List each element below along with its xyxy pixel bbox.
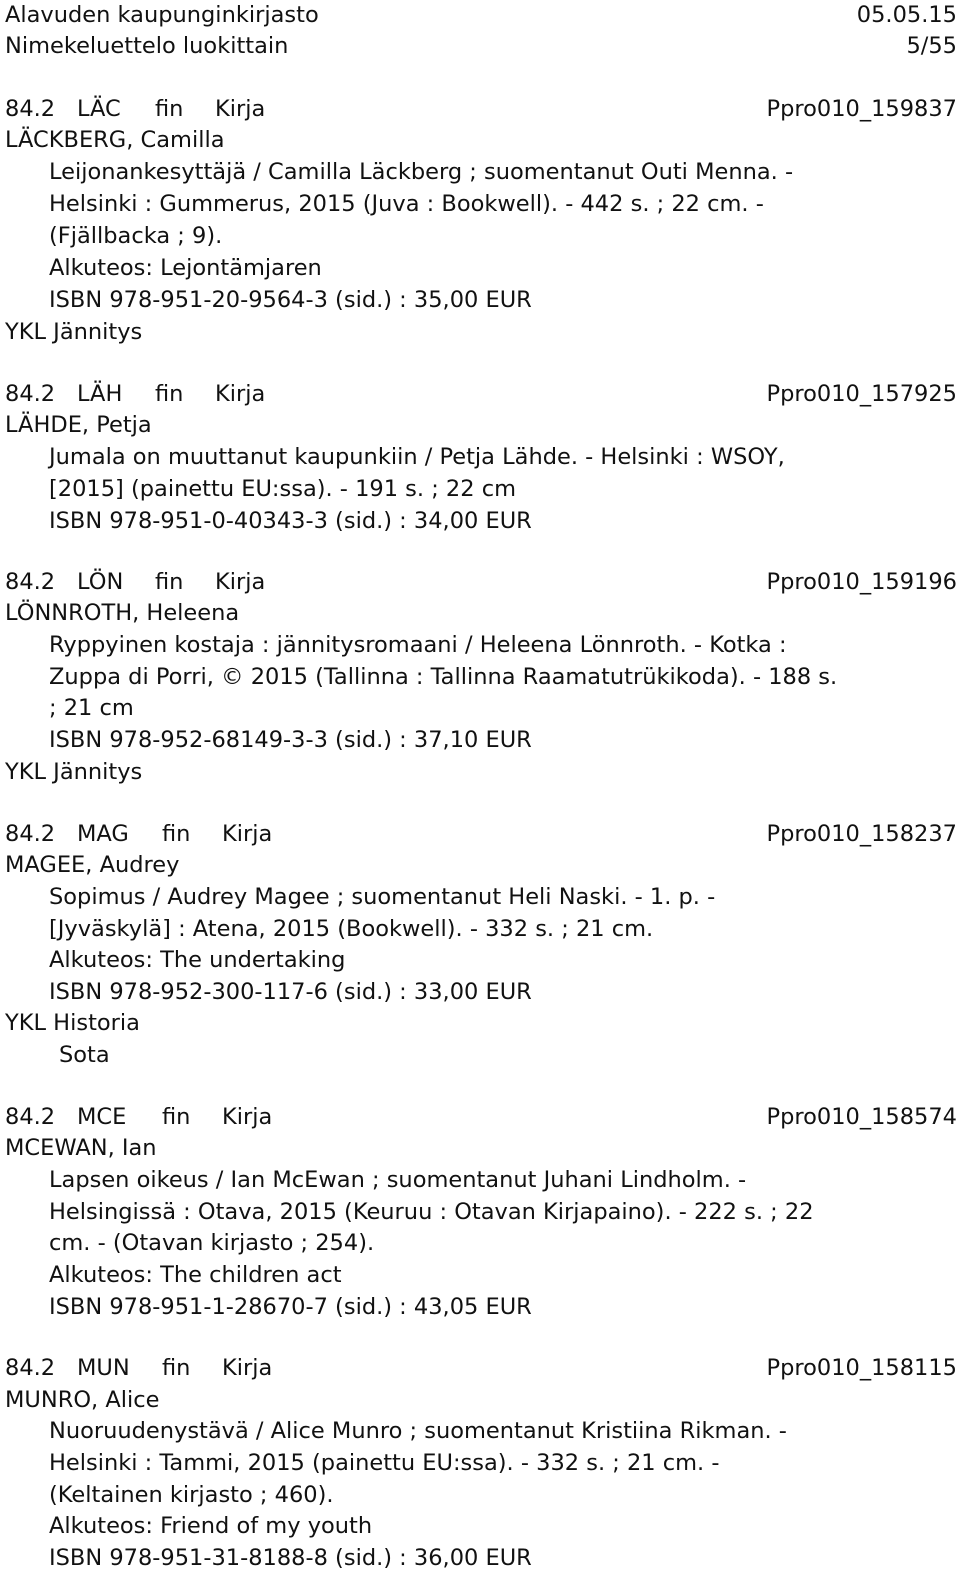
entry-class: 84.2: [5, 96, 56, 122]
entry-isbn-line: ISBN 978-952-300-117-6 (sid.) : 33,00 EUR: [49, 979, 532, 1005]
entry-description-line: ; 21 cm: [49, 695, 134, 721]
entry-language: fin: [155, 96, 184, 122]
entry-description-line: Alkuteos: The undertaking: [49, 947, 346, 973]
entry-description-line: Sopimus / Audrey Magee ; suomentanut Heli Naski. - 1. p. -: [49, 884, 716, 910]
entry-language: fin: [162, 1355, 191, 1381]
entry-description-line: Alkuteos: Friend of my youth: [49, 1513, 373, 1539]
entry-description-line: Helsinki : Tammi, 2015 (painettu EU:ssa). - 332 s. ; 21 cm. -: [49, 1450, 720, 1476]
entry-description-line: Jumala on muuttanut kaupunkiin / Petja Lähde. - Helsinki : WSOY,: [49, 444, 785, 470]
entry-material-type: Kirja: [222, 1355, 273, 1381]
entry-language: fin: [162, 821, 191, 847]
entry-class: 84.2: [5, 381, 56, 407]
entry-isbn-line: ISBN 978-951-0-40343-3 (sid.) : 34,00 EUR: [49, 508, 532, 534]
entry-material-type: Kirja: [222, 821, 273, 847]
page-number: 5/55: [906, 33, 957, 59]
entry-description-line: Helsinki : Gummerus, 2015 (Juva : Bookwell). - 442 s. ; 22 cm. -: [49, 191, 764, 217]
entry-code: LÄC: [77, 96, 121, 122]
entry-description-line: Leijonankesyttäjä / Camilla Läckberg ; suomentanut Outi Menna. -: [49, 159, 794, 185]
entry-description-line: [2015] (painettu EU:ssa). - 191 s. ; 22 cm: [49, 476, 517, 502]
entry-isbn-line: ISBN 978-951-20-9564-3 (sid.) : 35,00 EUR: [49, 287, 532, 313]
entry-class: 84.2: [5, 569, 56, 595]
entry-id: Ppro010_157925: [766, 381, 957, 407]
entry-description-line: Nuoruudenystävä / Alice Munro ; suomentanut Kristiina Rikman. -: [49, 1418, 787, 1444]
entry-author: MUNRO, Alice: [5, 1387, 160, 1413]
entry-id: Ppro010_158115: [766, 1355, 957, 1381]
entry-code: LÄH: [77, 381, 123, 407]
entry-description-line: Alkuteos: Lejontämjaren: [49, 255, 322, 281]
entry-material-type: Kirja: [215, 569, 266, 595]
entry-description-line: Helsingissä : Otava, 2015 (Keuruu : Otavan Kirjapaino). - 222 s. ; 22: [49, 1199, 814, 1225]
entry-description-line: cm. - (Otavan kirjasto ; 254).: [49, 1230, 375, 1256]
entry-description-line: [Jyväskylä] : Atena, 2015 (Bookwell). - 332 s. ; 21 cm.: [49, 916, 654, 942]
entry-subject: YKL Jännitys: [5, 759, 143, 785]
report-date: 05.05.15: [856, 2, 957, 28]
entry-id: Ppro010_159837: [766, 96, 957, 122]
entry-author: LÄHDE, Petja: [5, 412, 152, 438]
entry-code: LÖN: [77, 569, 124, 595]
entry-code: MCE: [77, 1104, 127, 1130]
library-name: Alavuden kaupunginkirjasto: [5, 2, 319, 28]
entry-subject: YKL Jännitys: [5, 319, 143, 345]
entry-description-line: Alkuteos: The children act: [49, 1262, 342, 1288]
entry-material-type: Kirja: [215, 96, 266, 122]
entry-author: MCEWAN, Ian: [5, 1135, 157, 1161]
entry-id: Ppro010_159196: [766, 569, 957, 595]
entry-id: Ppro010_158237: [766, 821, 957, 847]
report-subtitle: Nimekeluettelo luokittain: [5, 33, 289, 59]
entry-author: LÖNNROTH, Heleena: [5, 600, 240, 626]
entry-language: fin: [162, 1104, 191, 1130]
entry-description-line: Ryppyinen kostaja : jännitysromaani / Heleena Lönnroth. - Kotka :: [49, 632, 787, 658]
entry-description-line: (Keltainen kirjasto ; 460).: [49, 1482, 334, 1508]
entry-id: Ppro010_158574: [766, 1104, 957, 1130]
entry-isbn-line: ISBN 978-951-31-8188-8 (sid.) : 36,00 EUR: [49, 1545, 532, 1571]
entry-description-line: Zuppa di Porri, © 2015 (Tallinna : Tallinna Raamatutrükikoda). - 188 s.: [49, 664, 838, 690]
entry-language: fin: [155, 569, 184, 595]
entry-subject: Sota: [59, 1042, 110, 1068]
entry-class: 84.2: [5, 821, 56, 847]
entry-code: MAG: [77, 821, 129, 847]
entry-subject: YKL Historia: [5, 1010, 140, 1036]
entry-isbn-line: ISBN 978-952-68149-3-3 (sid.) : 37,10 EUR: [49, 727, 532, 753]
entry-code: MUN: [77, 1355, 130, 1381]
entry-description-line: (Fjällbacka ; 9).: [49, 223, 223, 249]
entry-material-type: Kirja: [222, 1104, 273, 1130]
entry-author: LÄCKBERG, Camilla: [5, 127, 225, 153]
entry-isbn-line: ISBN 978-951-1-28670-7 (sid.) : 43,05 EUR: [49, 1294, 532, 1320]
entry-author: MAGEE, Audrey: [5, 852, 180, 878]
entry-class: 84.2: [5, 1104, 56, 1130]
entry-class: 84.2: [5, 1355, 56, 1381]
entry-description-line: Lapsen oikeus / Ian McEwan ; suomentanut Juhani Lindholm. -: [49, 1167, 747, 1193]
entry-material-type: Kirja: [215, 381, 266, 407]
entry-language: fin: [155, 381, 184, 407]
